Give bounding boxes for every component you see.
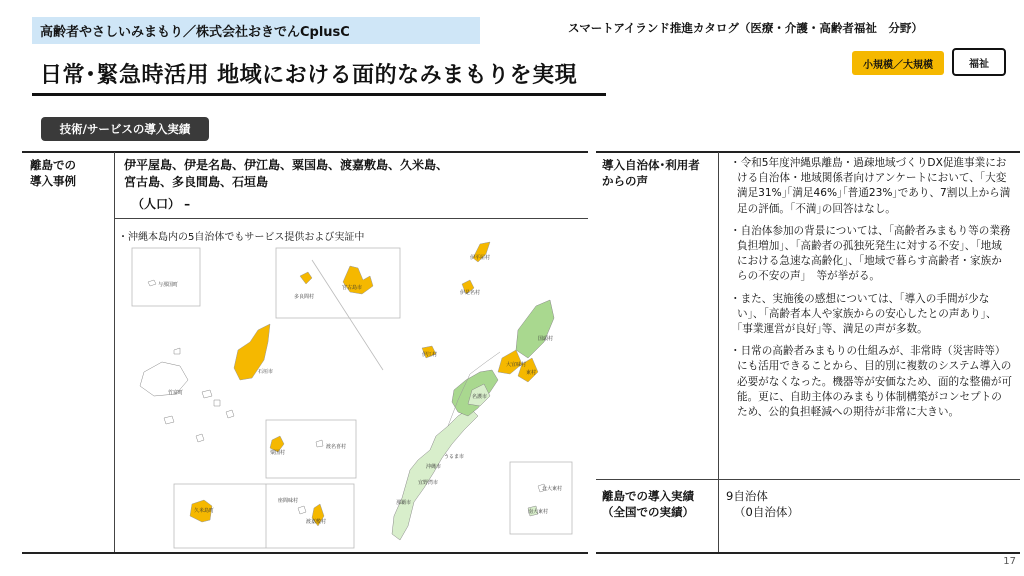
organization-name: 高齢者やさしいみまもり／株式会社おきでんCplusC <box>40 25 350 40</box>
kohama-shape <box>202 390 212 398</box>
table-top-rule-right <box>596 151 1020 153</box>
map-label-ginowan: 宜野湾市 <box>418 480 439 486</box>
zamami-shape <box>298 506 306 514</box>
map-label-zamami: 座間味村 <box>278 498 299 504</box>
achievement-row-label: 離島での導入実績 （全国での実績） <box>602 489 694 519</box>
kunigami-shape <box>516 300 554 358</box>
small-isle-2 <box>196 434 204 442</box>
map-label-tokashiki: 渡嘉敷村 <box>306 519 327 525</box>
map-note: ・沖縄本島内の5自治体でもサービス提供および実証中 <box>118 232 365 243</box>
main-island-south <box>392 408 478 540</box>
catalog-title: スマートアイランド推進カタログ（医療・介護・高齢者福祉 分野） <box>568 21 923 35</box>
achievement-national-count: （0自治体） <box>734 505 799 519</box>
small-isle-1 <box>226 410 234 418</box>
inset-frame-yonaguni <box>132 248 200 306</box>
yonaguni-shape <box>148 280 156 286</box>
voice-item: ・また、実施後の感想については、｢導入の手間が少ない｣、｢高齢者本人や家族からの安心したとの声あり｣、｢事業運営が良好｣等、満足の声が多数。 <box>730 292 997 336</box>
voice-item: ・日常の高齢者みまもりの仕組みが、非常時（災害時等）にも活用できることから、目的別に複数のシステム導入の必要がなくなった。機器等が安価なため、面的な整備が可能。更に、自助主体のみまもり体制構築がコンセプトのため、公的負担軽減への期待が非常に大きい。 <box>730 345 1013 419</box>
inset-frame-daito <box>510 462 572 534</box>
map-label-kitadaito: 北大東村 <box>542 486 563 492</box>
tonaki-shape <box>316 440 323 447</box>
category-badge: 福祉 <box>952 48 1006 76</box>
table-bottom-rule-left <box>22 552 588 554</box>
title-underline <box>32 93 606 96</box>
islands-divider <box>115 218 588 219</box>
page-number: 17 <box>1003 556 1016 567</box>
map-label-naha: 那覇市 <box>396 500 412 506</box>
table-bottom-rule-right <box>596 552 1020 554</box>
achievement-divider <box>596 479 1020 480</box>
hateruma-shape <box>164 416 174 424</box>
map-label-okinawa: 沖縄市 <box>426 464 442 470</box>
map-label-minamidaito: 南大東村 <box>528 509 549 515</box>
voice-item: ・自治体参加の背景については、｢高齢者みまもり等の業務負担増加｣、｢高齢者の孤独死発生に対する不安｣、｢地域における急速な高齢化｣、｢地域で暮らす高齢者・家族からの不安の声｣ 等が挙がる。 <box>730 224 1011 283</box>
population-value: （人口） – <box>132 197 191 211</box>
map-label-higashi: 東村 <box>526 370 537 376</box>
map-label-taketomi: 竹富町 <box>168 390 184 396</box>
map-label-uruma: うるま市 <box>444 454 465 460</box>
page-title: 日常･緊急時活用 地域における面的なみまもりを実現 <box>40 63 578 88</box>
voices-list <box>730 156 1012 427</box>
map-label-nago: 名護市 <box>472 394 488 400</box>
island-list: 伊平屋島、伊是名島、伊江島、粟国島、渡嘉敷島、久米島、 宮古島、多良間島、石垣島 <box>124 158 449 189</box>
left-column-divider <box>114 152 115 552</box>
tarama-shape <box>300 272 312 284</box>
table-top-rule-left <box>22 151 588 153</box>
voices-row-label: 導入自治体･利用者 からの声 <box>602 158 700 188</box>
map-label-tarama: 多良間村 <box>294 294 315 300</box>
inset-frame-miyako <box>276 248 400 318</box>
map-label-ishigaki: 石垣市 <box>258 369 274 375</box>
map-label-ie: 伊江村 <box>422 352 438 358</box>
map-label-aguni: 粟国村 <box>270 450 286 456</box>
case-row-label: 離島での 導入事例 <box>30 158 76 188</box>
map-label-iheya: 伊平屋村 <box>470 255 491 261</box>
organization-banner <box>32 17 480 44</box>
kuroshima-shape <box>214 400 220 406</box>
map-label-miyakojima: 宮古島市 <box>342 285 363 291</box>
map-label-izena: 伊是名村 <box>460 290 481 296</box>
hatoma-shape <box>174 348 180 354</box>
achievement-values <box>726 488 799 520</box>
map-label-kunigami: 国頭村 <box>538 336 554 342</box>
right-column-divider <box>718 152 719 552</box>
scale-badge: 小規模／大規模 <box>852 51 944 75</box>
map-label-tonaki: 渡名喜村 <box>326 444 347 450</box>
section-label: 技術/サービスの導入実績 <box>41 117 209 141</box>
map-label-yonaguni: 与那国町 <box>158 282 179 288</box>
map-label-kumejima: 久米島町 <box>194 508 215 514</box>
map-label-ogimi: 大宜味村 <box>506 362 527 368</box>
okinawa-map <box>118 240 582 550</box>
achievement-count: 9自治体 <box>726 489 768 503</box>
voice-item: ・令和5年度沖縄県離島・過疎地域づくりDX促進事業における自治体・地域関係者向けアンケートにおいて、｢大変満足31%｣｢満足46%｣｢普通23%｣であり、7割以上から満足の評価。｢不満｣の回答はなし。 <box>730 157 1011 215</box>
